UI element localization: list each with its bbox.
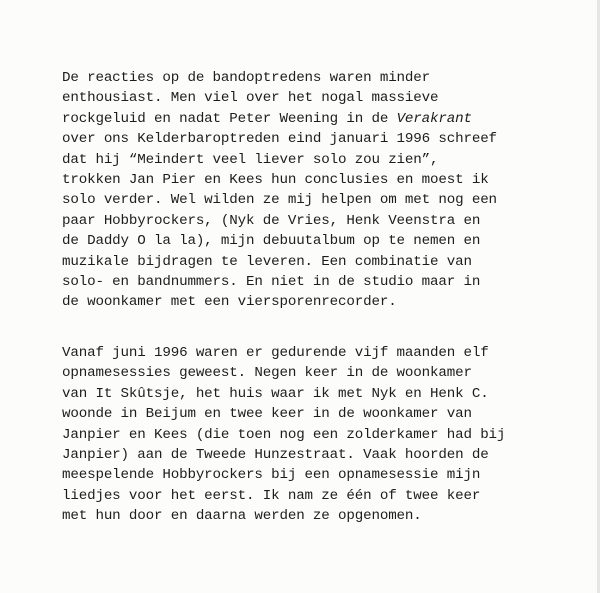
text-segment: de Daddy O la la), mijn debuutalbum op te nemen en (62, 233, 481, 250)
italic-title: Verakrant (396, 110, 472, 127)
text-segment: rockgeluid en nadat Peter Weening in de (62, 110, 397, 127)
text-segment: de woonkamer met een viersporenrecorder. (62, 294, 397, 311)
text-line (62, 343, 582, 363)
text-segment: solo- en bandnummers. En niet in de studio maar in (62, 274, 481, 291)
text-line (62, 486, 582, 506)
text-segment: muzikale bijdragen te leveren. Een combinatie van (62, 253, 472, 270)
text-line (62, 129, 582, 149)
text-segment: trokken Jan Pier en Kees hun conclusies en moest ik (62, 172, 489, 189)
text-segment: solo verder. Wel wilden ze mij helpen om met nog een (62, 192, 497, 209)
text-segment: met hun door en daarna werden ze opgenomen. (62, 508, 422, 525)
text-line (62, 231, 582, 251)
text-line (62, 190, 582, 210)
text-line (62, 363, 582, 383)
text-line (62, 404, 582, 424)
text-line (62, 252, 582, 272)
text-segment: meespelende Hobbyrockers bij een opnamesessie mijn (62, 467, 481, 484)
text-line (62, 68, 582, 88)
text-segment: Vanaf juni 1996 waren er gedurende vijf maanden elf (62, 345, 489, 361)
text-segment: opnamesessies geweest. Negen keer in de woonkamer (62, 365, 472, 382)
text-segment: dat hij “Meindert veel liever solo zou zien”, (62, 151, 439, 168)
paragraph-2 (62, 343, 582, 527)
text-line (62, 506, 582, 526)
text-line (62, 425, 582, 445)
text-line (62, 384, 582, 404)
text-line (62, 211, 582, 231)
text-line (62, 88, 582, 108)
text-segment: liedjes voor het eerst. Ik nam ze één of twee keer (62, 487, 481, 504)
text-line (62, 150, 582, 170)
text-line (62, 109, 582, 129)
text-segment: paar Hobbyrockers, (Nyk de Vries, Henk Veenstra en (62, 212, 481, 229)
text-line (62, 465, 582, 485)
text-segment: woonde in Beijum en twee keer in de woonkamer van (62, 406, 472, 423)
text-segment: enthousiast. Men viel over het nogal massieve (62, 90, 439, 107)
text-segment: Janpier) aan de Tweede Hunzestraat. Vaak hoorden de (62, 447, 489, 464)
text-line (62, 272, 582, 292)
text-segment: van It Skûtsje, het huis waar ik met Nyk en Henk C. (62, 385, 489, 402)
text-segment: Janpier en Kees (die toen nog een zolderkamer had bij (62, 426, 506, 443)
text-line (62, 170, 582, 190)
paragraph-1 (62, 68, 582, 313)
text-segment: over ons Kelderbaroptreden eind januari 1996 schreef (62, 131, 497, 148)
text-line (62, 445, 582, 465)
text-segment: De reacties op de bandoptredens waren minder (62, 70, 431, 86)
text-line (62, 292, 582, 312)
